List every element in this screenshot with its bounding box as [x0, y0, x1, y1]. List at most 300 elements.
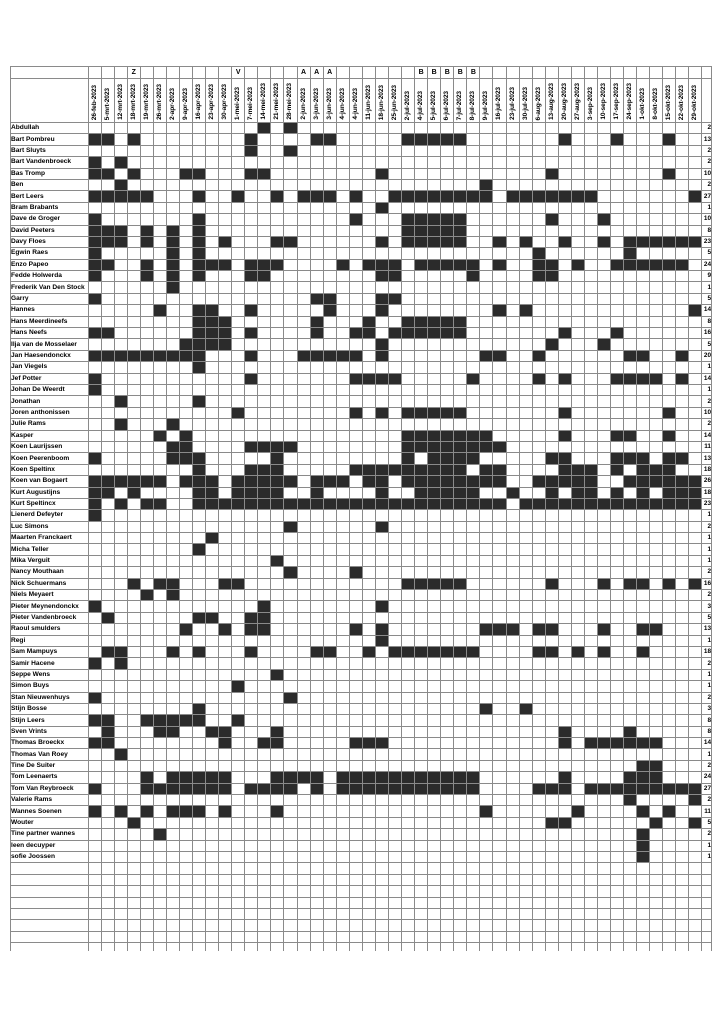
- attendance-cell-empty: [571, 840, 584, 851]
- attendance-cell-present: [140, 715, 153, 726]
- attendance-cell-empty: [650, 669, 663, 680]
- attendance-cell-empty: [140, 601, 153, 612]
- attendance-cell-empty: [88, 179, 101, 190]
- player-total: 5: [702, 339, 712, 350]
- attendance-cell-empty: [480, 407, 493, 418]
- attendance-cell-empty: [571, 567, 584, 578]
- attendance-cell-empty: [101, 248, 114, 259]
- attendance-cell-empty: [297, 145, 310, 156]
- attendance-cell-present: [428, 407, 441, 418]
- attendance-cell-empty: [493, 726, 506, 737]
- attendance-cell-empty: [506, 726, 519, 737]
- attendance-cell-present: [310, 316, 323, 327]
- attendance-cell-empty: [584, 590, 597, 601]
- attendance-cell-empty: [597, 248, 610, 259]
- attendance-cell-present: [193, 453, 206, 464]
- attendance-cell-present: [114, 646, 127, 657]
- attendance-cell-empty: [415, 157, 428, 168]
- attendance-cell-present: [88, 510, 101, 521]
- attendance-cell-present: [506, 624, 519, 635]
- attendance-cell-empty: [375, 578, 388, 589]
- attendance-cell-empty: [206, 202, 219, 213]
- player-row: [11, 533, 712, 544]
- blank-cell: [689, 908, 702, 919]
- attendance-cell-empty: [388, 760, 401, 771]
- blank-cell: [676, 943, 689, 951]
- attendance-cell-empty: [310, 749, 323, 760]
- attendance-cell-empty: [114, 384, 127, 395]
- attendance-cell-present: [611, 464, 624, 475]
- attendance-cell-empty: [206, 852, 219, 863]
- attendance-cell-empty: [558, 806, 571, 817]
- attendance-cell-empty: [415, 658, 428, 669]
- attendance-cell-empty: [297, 202, 310, 213]
- attendance-cell-empty: [584, 658, 597, 669]
- attendance-cell-present: [519, 236, 532, 247]
- attendance-cell-empty: [415, 533, 428, 544]
- blank-cell: [415, 920, 428, 931]
- attendance-cell-empty: [245, 601, 258, 612]
- attendance-cell-empty: [219, 840, 232, 851]
- attendance-cell-empty: [362, 601, 375, 612]
- attendance-cell-present: [428, 430, 441, 441]
- attendance-cell-empty: [362, 339, 375, 350]
- attendance-cell-empty: [597, 510, 610, 521]
- attendance-cell-empty: [506, 544, 519, 555]
- attendance-cell-empty: [663, 624, 676, 635]
- attendance-cell-present: [206, 783, 219, 794]
- attendance-cell-empty: [284, 179, 297, 190]
- attendance-cell-present: [88, 487, 101, 498]
- attendance-cell-empty: [571, 726, 584, 737]
- attendance-cell-present: [402, 646, 415, 657]
- attendance-cell-empty: [153, 567, 166, 578]
- attendance-cell-present: [284, 123, 297, 134]
- attendance-cell-empty: [493, 715, 506, 726]
- attendance-cell-empty: [454, 396, 467, 407]
- attendance-cell-present: [454, 487, 467, 498]
- attendance-cell-empty: [323, 533, 336, 544]
- attendance-cell-present: [624, 772, 637, 783]
- player-name: Bart Sluyts: [11, 145, 89, 156]
- attendance-cell-present: [650, 498, 663, 509]
- attendance-cell-empty: [179, 202, 192, 213]
- attendance-cell-empty: [271, 635, 284, 646]
- attendance-cell-empty: [402, 259, 415, 270]
- attendance-cell-empty: [127, 179, 140, 190]
- attendance-cell-present: [388, 328, 401, 339]
- attendance-cell-empty: [114, 760, 127, 771]
- attendance-cell-empty: [545, 293, 558, 304]
- attendance-cell-empty: [532, 293, 545, 304]
- attendance-cell-empty: [297, 840, 310, 851]
- attendance-cell-empty: [532, 214, 545, 225]
- attendance-cell-present: [441, 328, 454, 339]
- attendance-cell-present: [140, 259, 153, 270]
- attendance-cell-present: [140, 772, 153, 783]
- attendance-cell-empty: [597, 191, 610, 202]
- attendance-cell-empty: [375, 145, 388, 156]
- date-marker: [388, 67, 401, 79]
- attendance-cell-empty: [166, 567, 179, 578]
- attendance-cell-empty: [114, 692, 127, 703]
- attendance-cell-present: [284, 498, 297, 509]
- blank-cell: [88, 874, 101, 885]
- blank-cell: [480, 908, 493, 919]
- attendance-cell-empty: [441, 840, 454, 851]
- date-header: [584, 79, 597, 123]
- attendance-cell-empty: [454, 179, 467, 190]
- attendance-cell-empty: [676, 852, 689, 863]
- attendance-cell-empty: [454, 339, 467, 350]
- attendance-cell-present: [114, 236, 127, 247]
- attendance-cell-empty: [611, 555, 624, 566]
- attendance-cell-empty: [219, 123, 232, 134]
- attendance-cell-present: [219, 783, 232, 794]
- attendance-cell-empty: [611, 123, 624, 134]
- attendance-cell-empty: [166, 316, 179, 327]
- attendance-cell-present: [206, 476, 219, 487]
- blank-cell: [388, 920, 401, 931]
- attendance-cell-empty: [127, 259, 140, 270]
- attendance-cell-empty: [584, 225, 597, 236]
- blank-cell: [676, 931, 689, 942]
- attendance-cell-empty: [140, 749, 153, 760]
- attendance-cell-empty: [506, 692, 519, 703]
- attendance-cell-empty: [310, 567, 323, 578]
- attendance-cell-present: [624, 350, 637, 361]
- attendance-cell-empty: [245, 692, 258, 703]
- attendance-cell-present: [571, 646, 584, 657]
- attendance-cell-empty: [663, 123, 676, 134]
- attendance-cell-empty: [611, 248, 624, 259]
- attendance-cell-present: [402, 464, 415, 475]
- attendance-cell-empty: [676, 840, 689, 851]
- attendance-cell-empty: [506, 578, 519, 589]
- player-row: [11, 715, 712, 726]
- player-total: 1: [702, 384, 712, 395]
- blank-cell: [375, 908, 388, 919]
- date-header: [493, 79, 506, 123]
- attendance-cell-empty: [127, 384, 140, 395]
- attendance-cell-empty: [284, 225, 297, 236]
- attendance-cell-empty: [663, 795, 676, 806]
- attendance-cell-present: [166, 590, 179, 601]
- attendance-cell-empty: [388, 350, 401, 361]
- attendance-cell-empty: [558, 760, 571, 771]
- blank-cell: [402, 863, 415, 874]
- attendance-cell-empty: [336, 419, 349, 430]
- attendance-cell-empty: [323, 487, 336, 498]
- attendance-cell-empty: [415, 760, 428, 771]
- attendance-cell-present: [428, 225, 441, 236]
- attendance-cell-empty: [558, 715, 571, 726]
- attendance-cell-empty: [362, 441, 375, 452]
- attendance-cell-empty: [349, 396, 362, 407]
- attendance-cell-empty: [258, 350, 271, 361]
- attendance-cell-empty: [493, 852, 506, 863]
- attendance-cell-present: [375, 350, 388, 361]
- attendance-cell-empty: [571, 590, 584, 601]
- attendance-cell-empty: [114, 441, 127, 452]
- attendance-cell-empty: [284, 248, 297, 259]
- attendance-cell-empty: [597, 168, 610, 179]
- attendance-cell-present: [663, 476, 676, 487]
- blank-cell: [297, 886, 310, 897]
- attendance-cell-empty: [114, 293, 127, 304]
- attendance-cell-empty: [650, 191, 663, 202]
- player-total: 11: [702, 806, 712, 817]
- attendance-cell-present: [153, 305, 166, 316]
- attendance-cell-empty: [624, 840, 637, 851]
- attendance-cell-present: [663, 259, 676, 270]
- attendance-cell-present: [245, 305, 258, 316]
- attendance-cell-empty: [650, 248, 663, 259]
- attendance-cell-empty: [206, 521, 219, 532]
- attendance-cell-empty: [519, 544, 532, 555]
- attendance-cell-empty: [127, 646, 140, 657]
- attendance-cell-empty: [415, 601, 428, 612]
- attendance-cell-empty: [349, 339, 362, 350]
- attendance-cell-empty: [493, 590, 506, 601]
- attendance-cell-present: [362, 259, 375, 270]
- attendance-cell-empty: [611, 533, 624, 544]
- attendance-cell-empty: [153, 441, 166, 452]
- attendance-cell-empty: [375, 715, 388, 726]
- attendance-cell-empty: [114, 601, 127, 612]
- date-marker: [611, 67, 624, 79]
- attendance-cell-empty: [545, 533, 558, 544]
- blank-cell: [349, 920, 362, 931]
- attendance-cell-present: [558, 407, 571, 418]
- attendance-cell-empty: [519, 738, 532, 749]
- blank-cell: [114, 886, 127, 897]
- attendance-cell-present: [663, 407, 676, 418]
- attendance-cell-empty: [545, 555, 558, 566]
- attendance-cell-present: [611, 134, 624, 145]
- attendance-cell-empty: [611, 692, 624, 703]
- attendance-cell-present: [179, 350, 192, 361]
- attendance-cell-empty: [467, 225, 480, 236]
- attendance-cell-present: [88, 738, 101, 749]
- attendance-cell-empty: [362, 669, 375, 680]
- attendance-cell-empty: [493, 703, 506, 714]
- blank-cell: [153, 863, 166, 874]
- attendance-cell-empty: [480, 578, 493, 589]
- attendance-cell-present: [232, 407, 245, 418]
- attendance-cell-empty: [362, 840, 375, 851]
- attendance-cell-empty: [663, 202, 676, 213]
- attendance-cell-empty: [689, 248, 702, 259]
- attendance-cell-present: [193, 487, 206, 498]
- attendance-cell-empty: [336, 248, 349, 259]
- attendance-cell-empty: [441, 544, 454, 555]
- blank-cell: [232, 897, 245, 908]
- attendance-cell-empty: [611, 236, 624, 247]
- attendance-cell-empty: [114, 248, 127, 259]
- attendance-cell-empty: [297, 669, 310, 680]
- attendance-cell-empty: [493, 578, 506, 589]
- attendance-cell-empty: [532, 316, 545, 327]
- attendance-cell-empty: [571, 384, 584, 395]
- date-label: 4-jun-2023: [351, 88, 359, 120]
- attendance-cell-empty: [597, 464, 610, 475]
- attendance-cell-present: [454, 464, 467, 475]
- blank-cell: [127, 943, 140, 951]
- attendance-cell-empty: [153, 817, 166, 828]
- date-header: [637, 79, 650, 123]
- attendance-cell-empty: [493, 123, 506, 134]
- attendance-cell-empty: [571, 202, 584, 213]
- attendance-cell-empty: [676, 396, 689, 407]
- attendance-cell-empty: [375, 225, 388, 236]
- attendance-cell-present: [689, 476, 702, 487]
- player-name: Hans Neefs: [11, 328, 89, 339]
- attendance-cell-empty: [193, 692, 206, 703]
- attendance-cell-empty: [349, 236, 362, 247]
- attendance-cell-empty: [467, 567, 480, 578]
- attendance-cell-empty: [441, 703, 454, 714]
- attendance-cell-present: [650, 236, 663, 247]
- attendance-cell-empty: [258, 430, 271, 441]
- attendance-cell-empty: [415, 806, 428, 817]
- blank-cell: [127, 874, 140, 885]
- attendance-cell-empty: [375, 157, 388, 168]
- attendance-cell-empty: [597, 852, 610, 863]
- attendance-cell-empty: [597, 749, 610, 760]
- attendance-cell-empty: [532, 407, 545, 418]
- attendance-cell-present: [375, 487, 388, 498]
- attendance-cell-empty: [193, 430, 206, 441]
- attendance-cell-empty: [388, 316, 401, 327]
- date-label: 20-aug-2023: [560, 82, 568, 120]
- attendance-cell-empty: [349, 829, 362, 840]
- attendance-cell-empty: [206, 396, 219, 407]
- attendance-cell-present: [571, 259, 584, 270]
- attendance-cell-empty: [519, 692, 532, 703]
- attendance-cell-empty: [271, 407, 284, 418]
- attendance-cell-empty: [114, 407, 127, 418]
- attendance-cell-empty: [650, 453, 663, 464]
- attendance-cell-empty: [532, 168, 545, 179]
- attendance-cell-empty: [362, 703, 375, 714]
- attendance-cell-empty: [532, 430, 545, 441]
- attendance-cell-present: [571, 806, 584, 817]
- attendance-cell-empty: [663, 681, 676, 692]
- attendance-cell-empty: [402, 305, 415, 316]
- attendance-cell-empty: [284, 362, 297, 373]
- attendance-cell-empty: [284, 817, 297, 828]
- attendance-cell-empty: [506, 795, 519, 806]
- blank-cell: [323, 897, 336, 908]
- attendance-cell-empty: [650, 202, 663, 213]
- attendance-cell-empty: [297, 852, 310, 863]
- attendance-cell-empty: [480, 590, 493, 601]
- attendance-cell-empty: [467, 214, 480, 225]
- attendance-cell-empty: [532, 339, 545, 350]
- attendance-cell-present: [219, 578, 232, 589]
- attendance-cell-empty: [415, 738, 428, 749]
- attendance-cell-empty: [558, 533, 571, 544]
- attendance-cell-empty: [336, 612, 349, 623]
- attendance-cell-empty: [402, 521, 415, 532]
- player-total: 24: [702, 772, 712, 783]
- attendance-cell-present: [624, 795, 637, 806]
- attendance-cell-empty: [88, 430, 101, 441]
- blank-cell: [297, 897, 310, 908]
- attendance-cell-empty: [650, 726, 663, 737]
- attendance-cell-empty: [663, 396, 676, 407]
- blank-cell: [454, 920, 467, 931]
- blank-cell: [637, 931, 650, 942]
- attendance-cell-empty: [219, 829, 232, 840]
- attendance-cell-empty: [388, 339, 401, 350]
- blank-cell: [415, 897, 428, 908]
- attendance-cell-empty: [597, 681, 610, 692]
- attendance-cell-empty: [663, 282, 676, 293]
- attendance-cell-present: [362, 316, 375, 327]
- attendance-cell-empty: [611, 669, 624, 680]
- attendance-cell-empty: [597, 521, 610, 532]
- attendance-cell-empty: [532, 612, 545, 623]
- attendance-cell-empty: [624, 590, 637, 601]
- attendance-cell-present: [193, 168, 206, 179]
- attendance-cell-empty: [415, 852, 428, 863]
- attendance-cell-empty: [571, 441, 584, 452]
- attendance-cell-empty: [284, 578, 297, 589]
- attendance-cell-empty: [114, 453, 127, 464]
- attendance-cell-present: [597, 339, 610, 350]
- blank-cell: [388, 863, 401, 874]
- attendance-cell-empty: [193, 282, 206, 293]
- attendance-cell-empty: [428, 293, 441, 304]
- attendance-cell-empty: [441, 362, 454, 373]
- attendance-cell-empty: [362, 510, 375, 521]
- attendance-cell-empty: [101, 498, 114, 509]
- attendance-cell-empty: [650, 578, 663, 589]
- attendance-cell-empty: [219, 760, 232, 771]
- attendance-cell-empty: [584, 555, 597, 566]
- attendance-cell-empty: [140, 521, 153, 532]
- attendance-cell-empty: [179, 669, 192, 680]
- attendance-cell-present: [245, 259, 258, 270]
- attendance-cell-empty: [101, 658, 114, 669]
- attendance-cell-present: [480, 441, 493, 452]
- attendance-cell-empty: [454, 681, 467, 692]
- attendance-cell-empty: [388, 601, 401, 612]
- attendance-cell-empty: [506, 703, 519, 714]
- attendance-cell-empty: [597, 362, 610, 373]
- attendance-cell-empty: [650, 168, 663, 179]
- attendance-cell-empty: [467, 658, 480, 669]
- attendance-cell-empty: [297, 214, 310, 225]
- attendance-cell-empty: [271, 578, 284, 589]
- attendance-cell-empty: [271, 567, 284, 578]
- player-total: 18: [702, 646, 712, 657]
- attendance-cell-present: [349, 214, 362, 225]
- attendance-cell-empty: [480, 396, 493, 407]
- attendance-cell-empty: [689, 168, 702, 179]
- attendance-cell-empty: [375, 658, 388, 669]
- attendance-cell-empty: [454, 840, 467, 851]
- blank-cell: [624, 908, 637, 919]
- attendance-cell-empty: [545, 179, 558, 190]
- attendance-cell-present: [88, 293, 101, 304]
- attendance-cell-empty: [206, 157, 219, 168]
- attendance-cell-empty: [519, 567, 532, 578]
- attendance-cell-empty: [362, 726, 375, 737]
- attendance-cell-empty: [166, 305, 179, 316]
